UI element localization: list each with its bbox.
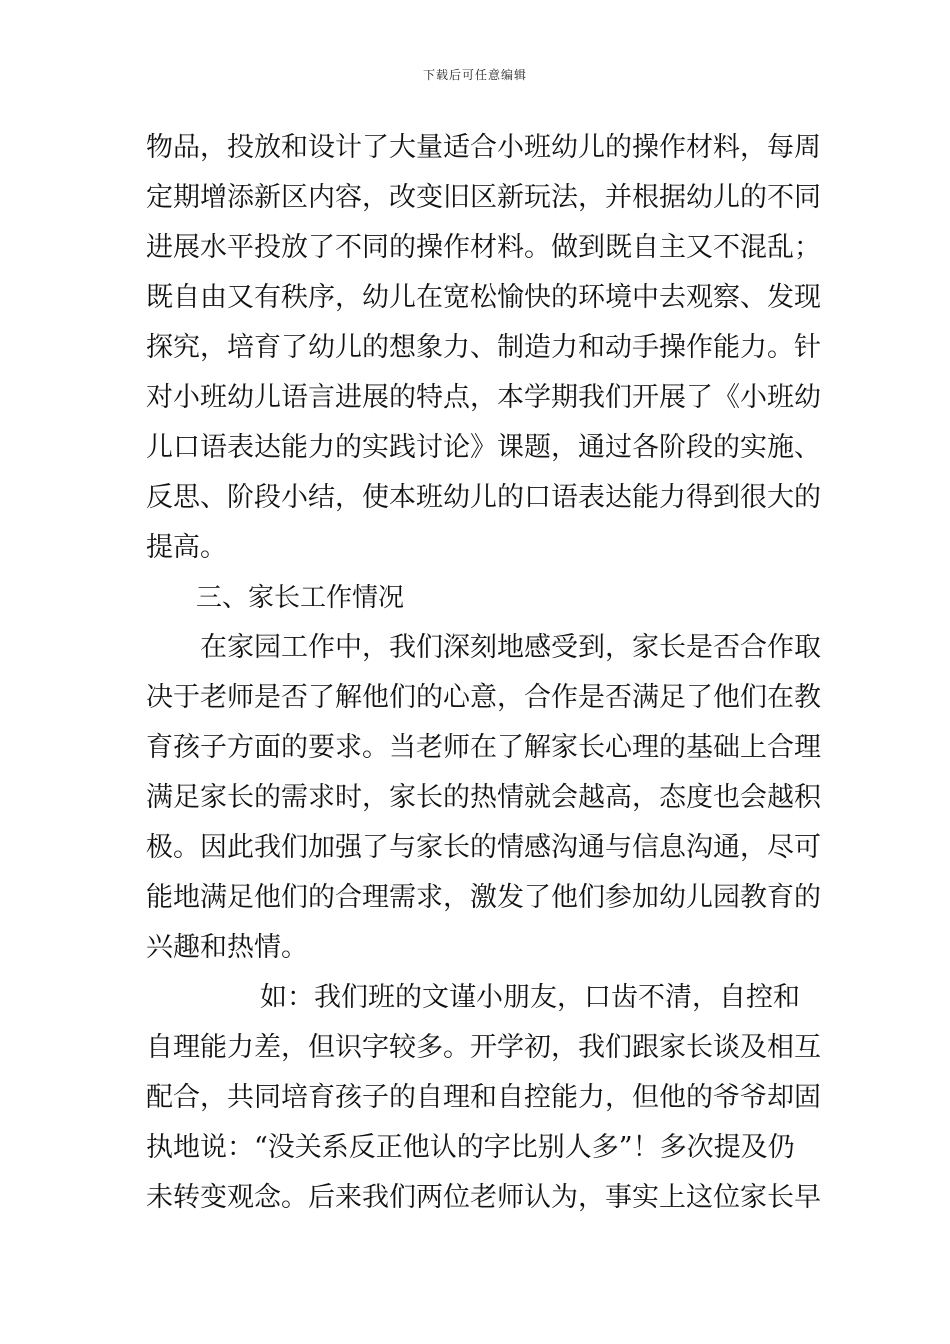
text-line: 反思、阶段小结，使本班幼儿的口语表达能力得到很大的 [146,482,821,513]
text-line: 进展水平投放了不同的操作材料。做到既自主又不混乱； [146,232,821,263]
text-line: 提高。 [146,532,227,563]
text-line: 决于老师是否了解他们的心意，合作是否满足了他们在教 [146,682,821,713]
text-line: 定期增添新区内容，改变旧区新玩法，并根据幼儿的不同 [146,182,821,213]
text-line: 极。因此我们加强了与家长的情感沟通与信息沟通，尽可 [146,832,821,863]
text-line: 物品，投放和设计了大量适合小班幼儿的操作材料，每周 [146,132,821,163]
text-line: 既自由又有秩序，幼儿在宽松愉快的环境中去观察、发现 [146,282,821,313]
section-heading: 三、家长工作情况 [196,583,405,613]
text-line: 未转变观念。后来我们两位老师认为，事实上这位家长早 [146,1182,821,1213]
text-line: 配合，共同培育孩子的自理和自控能力，但他的爷爷却固 [146,1082,821,1113]
text-line: 满足家长的需求时，家长的热情就会越高，态度也会越积 [146,782,821,813]
text-line: 能地满足他们的合理需求，激发了他们参加幼儿园教育的 [146,882,821,913]
text-line: 对小班幼儿语言进展的特点，本学期我们开展了《小班幼 [146,382,821,413]
text-line: 自理能力差，但识字较多。开学初，我们跟家长谈及相互 [146,1032,821,1063]
text-line: 如：我们班的文谨小朋友，口齿不清，自控和 [260,982,800,1013]
page-header: 下载后可任意编辑 [422,68,527,82]
text-line: 育孩子方面的要求。当老师在了解家长心理的基础上合理 [146,732,821,763]
text-line: 兴趣和热情。 [146,932,308,963]
text-line: 在家园工作中，我们深刻地感受到，家长是否合作取 [200,632,821,663]
text-line: 探究，培育了幼儿的想象力、制造力和动手操作能力。针 [146,332,821,363]
text-line: 儿口语表达能力的实践讨论》课题，通过各阶段的实施、 [146,432,821,463]
text-line: 执地说：“没关系反正他认的字比别人多”！多次提及仍 [146,1132,795,1163]
